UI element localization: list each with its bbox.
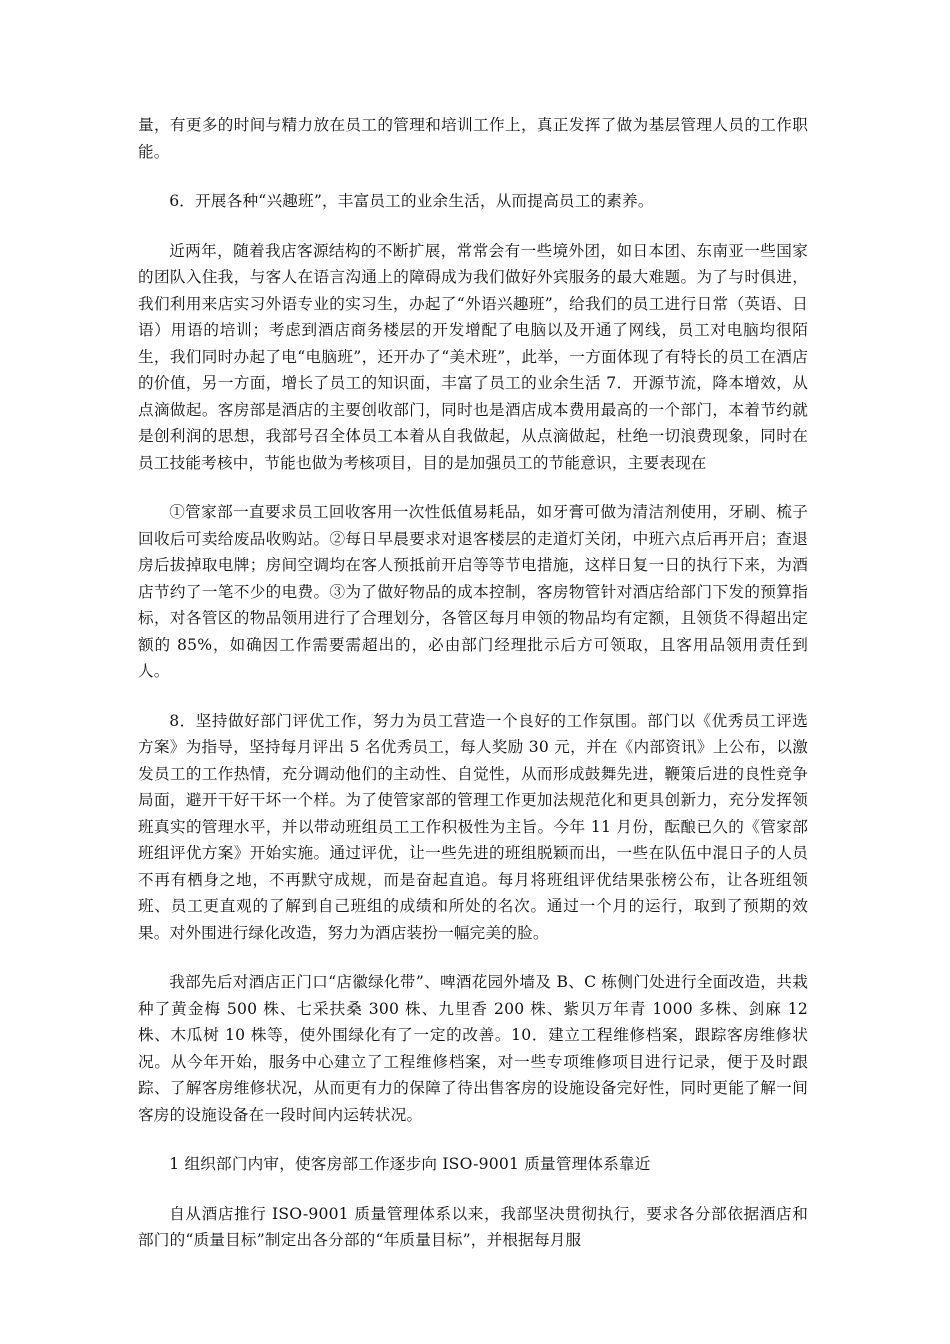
paragraph-internal-audit-heading: 1 组织部门内审，使客房部工作逐步向 ISO-9001 质量管理体系靠近: [169, 1155, 651, 1173]
paragraph-interest-classes-heading: 6．开展各种“兴趣班”，丰富员工的业余生活，从而提高员工的素养。: [169, 192, 654, 210]
paragraph-staff-evaluation: 8．坚持做好部门评优工作，努力为员工营造一个良好的工作氛围。部门以《优秀员工评选方案》为指导，坚持每月评出 5 名优秀员工，每人奖励 30 元，并在《内部资讯》上公布，以激发员工的工作热情，充分调动他们的主动性、自觉性，从而形成鼓舞先进，鞭策后进的良性竞争局面，避开干好干坏一个样。为了使管家部的管理工作更加法规范化和更具创新力，充分发挥领班真实的管理水平，并以带动班组员工工作积极性为主旨。今年 11 月份，酝酿已久的《管家部班组评优方案》开始实施。通过评优，让一些先进的班组脱颖而出，一些在队伍中混日子的人员不再有栖身之地，不再默守成规，而是奋起直追。每月将班组评优结果张榜公布，让各班组领班、员工更直观的了解到自己班组的成绩和所处的名次。通过一个月的运行，取到了预期的效果。对外围进行绿化改造，努力为酒店装扮一幅完美的脸。: [138, 711, 808, 942]
document-page: [138, 112, 808, 1277]
paragraph-continuation: 量，有更多的时间与精力放在员工的管理和培训工作上，真正发挥了做为基层管理人员的工作职能。: [138, 116, 808, 161]
paragraph-greening-maintenance: 我部先后对酒店正门口“店徽绿化带”、啤酒花园外墙及 B、C 栋侧门处进行全面改造，共栽种了黄金梅 500 株、七采扶桑 300 株、九里香 200 株、紫贝万年青 1000 多株、剑麻 12 株、木瓜树 10 株等，使外围绿化有了一定的改善。10．建立工程维修档案，跟踪客房维修状况。从今年开始，服务中心建立了工程维修档案，对一些专项维修项目进行记录，便于及时跟踪、了解客房维修状况，从而更有力的保障了待出售客房的设施设备完好性，同时更能了解一间客房的设施设备在一段时间内运转状况。: [138, 973, 808, 1124]
paragraph-cost-saving-measures: ①管家部一直要求员工回收客用一次性低值易耗品，如牙膏可做为清洁剂使用，牙刷、梳子回收后可卖给废品收购站。②每日早晨要求对退客楼层的走道灯关闭，中班六点后再开启；查退房后拔掉取电牌；房间空调均在客人预抵前开启等等节电措施，这样日复一日的执行下来，为酒店节约了一笔不少的电费。③为了做好物品的成本控制，客房物管针对酒店给部门下发的预算指标，对各管区的物品领用进行了合理划分，各管区每月申领的物品均有定额，且领货不得超出定额的 85%，如确因工作需要需超出的，必由部门经理批示后方可领取，且客用品领用责任到人。: [138, 503, 808, 680]
paragraph-interest-classes: 近两年，随着我店客源结构的不断扩展，常常会有一些境外团，如日本团、东南亚一些国家的团队入住我，与客人在语言沟通上的障碍成为我们做好外宾服务的最大难题。为了与时俱进，我们利用来店实习外语专业的实习生，办起了“外语兴趣班”，给我们的员工进行日常（英语、日语）用语的培训；考虑到酒店商务楼层的开发增配了电脑以及开通了网线，员工对电脑均很陌生，我们同时办起了电“电脑班”，还开办了“美术班”，此举，一方面体现了有特长的员工在酒店的价值，另一方面，增长了员工的知识面，丰富了员工的业余生活 7．开源节流，降本增效，从点滴做起。客房部是酒店的主要创收部门，同时也是酒店成本费用最高的一个部门，本着节约就是创利润的思想，我部号召全体员工本着从自我做起，从点滴做起，杜绝一切浪费现象，同时在员工技能考核中，节能也做为考核项目，目的是加强员工的节能意识，主要表现在: [138, 241, 808, 472]
paragraph-iso-9001: 自从酒店推行 ISO-9001 质量管理体系以来，我部坚决贯彻执行，要求各分部依据酒店和部门的“质量目标”制定出各分部的“年质量目标”，并根据每月服: [138, 1204, 808, 1249]
